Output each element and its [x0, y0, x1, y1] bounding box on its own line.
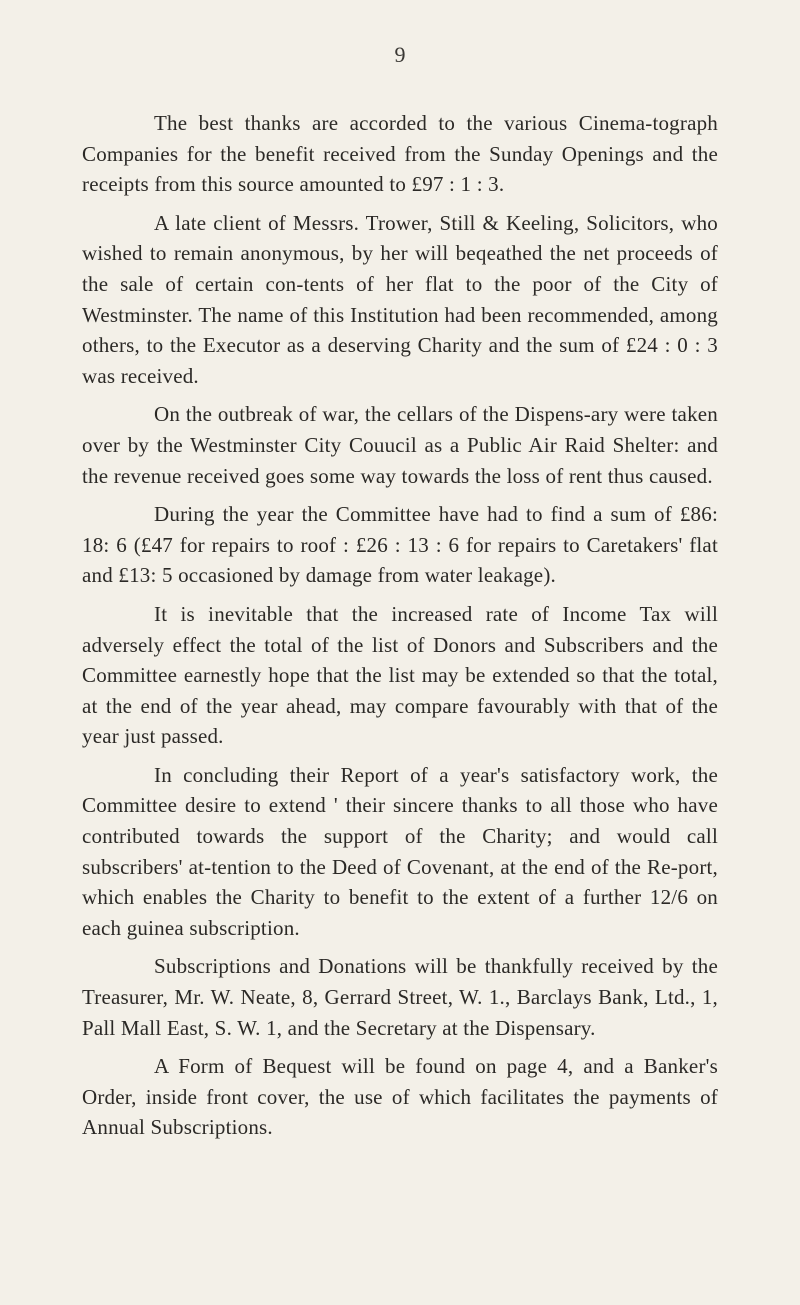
paragraph-bequest-client: A late client of Messrs. Trower, Still & Keeling, Solicitors, who wished to remain anonymous, by her will beqeathed the net proceeds of the sale of certain con-tents of her flat to the poor of the City of Westminster. The name of this Institution had been recommended, among others, to the Executor as a deserving Charity and the sum of £24 : 0 : 3 was received.: [82, 210, 718, 388]
paragraph-subscriptions: Subscriptions and Donations will be thankfully received by the Treasurer, Mr. W. Neate, 8, Gerrard Street, W. 1., Barclays Bank, Ltd., 1, Pall Mall East, S. W. 1, and the Secretary at the Dispensary.: [82, 954, 718, 1040]
page-number: 9: [394, 42, 406, 67]
paragraph-concluding-report: In concluding their Report of a year's satisfactory work, the Committee desire to extend ' their sincere thanks to all those who have contributed towards the support of the Charity; and would call subscribers' at-tention to the Deed of Covenant, at the end of the Re-port, which enables the Charity to benefit to the extent of a further 12/6 on each guinea subscription.: [82, 762, 718, 940]
paragraph-air-raid-shelter: On the outbreak of war, the cellars of the Dispens-ary were taken over by the Westminster City Couucil as a Public Air Raid Shelter: and the revenue received goes some way towards the loss of rent thus caused.: [82, 402, 718, 488]
paragraph-cinematograph-thanks: The best thanks are accorded to the various Cinema-tograph Companies for the benefit received from the Sunday Openings and the receipts from this source amounted to £97 : 1 : 3.: [82, 111, 718, 197]
paragraph-form-of-bequest: A Form of Bequest will be found on page 4, and a Banker's Order, inside front cover, the use of which facilitates the payments of Annual Subscriptions.: [82, 1054, 718, 1140]
paragraph-income-tax: It is inevitable that the increased rate of Income Tax will adversely effect the total of the list of Donors and Subscribers and the Committee earnestly hope that the list may be extended so that the total, at the end of the year ahead, may compare favourably with that of the year just passed.: [82, 601, 718, 749]
paragraph-repairs: During the year the Committee have had to find a sum of £86: 18: 6 (£47 for repairs to roof : £26 : 13 : 6 for repairs to Caretakers' flat and £13: 5 occasioned by damage from water leakage).: [82, 502, 718, 588]
